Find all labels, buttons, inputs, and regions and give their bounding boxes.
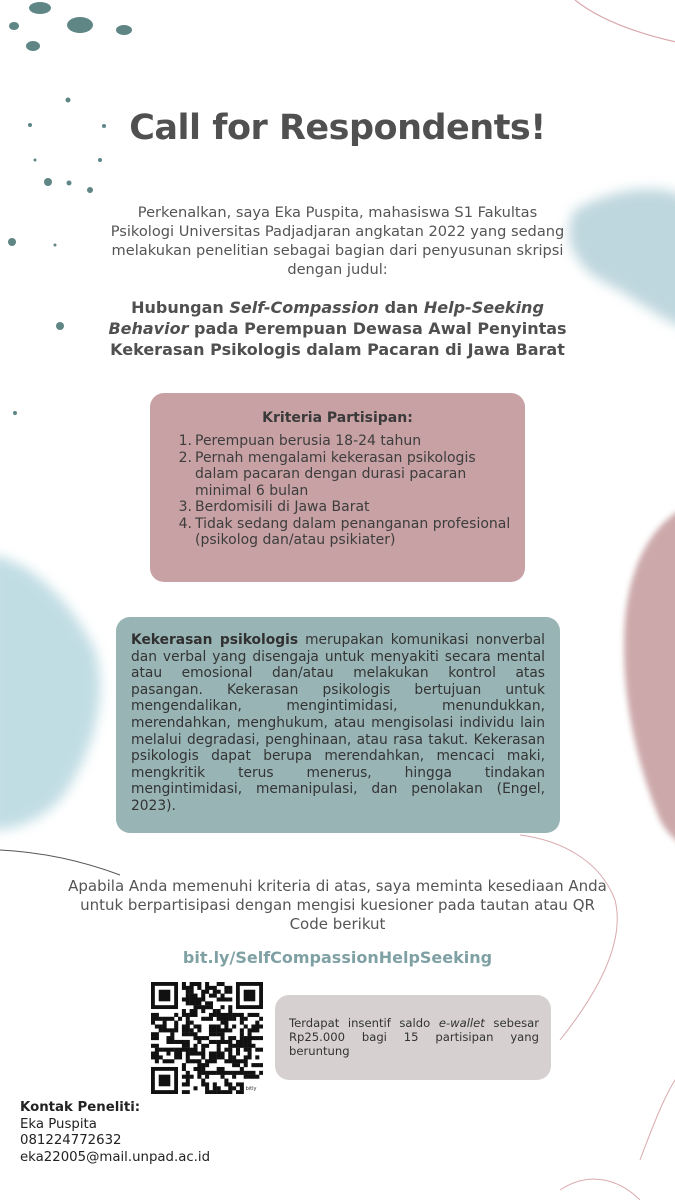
- incentive-ewallet: e-wallet: [438, 1016, 485, 1030]
- page-title: Call for Respondents!: [129, 108, 546, 148]
- definition-card: [116, 617, 560, 833]
- incentive-text: [289, 1016, 539, 1058]
- qr-brand-label: bitly: [245, 1086, 257, 1092]
- contact-name: Eka Puspita: [20, 1116, 97, 1132]
- criteria-card: [150, 393, 525, 582]
- qr-code-image: [151, 982, 263, 1094]
- incentive-part: sebesar Rp25.000 bagi 15 partisipan yang beruntung: [289, 1016, 540, 1058]
- criteria-item: [172, 516, 512, 549]
- criteria-number: 2.: [178, 449, 192, 466]
- criteria-item: [172, 433, 512, 450]
- criteria-item: [172, 450, 512, 500]
- contact-heading: Kontak Peneliti:: [20, 1100, 141, 1115]
- definition-body: merupakan komunikasi nonverbal dan verbal yang disengaja untuk menyakiti secara mental atau emosional dan/atau melakukan kontrol atas pasangan. Kekerasan psikologis bertujuan untuk mengendalikan, mengintimidasi, menundukkan, merendahkan, menghukum, atau mengisolasi individu lain melalui degradasi, penghinaan, atau rasa takut. Kekerasan psikologis dapat berupa merendahkan, mencaci maki, mengkritik terus menerus, hingga tindakan mengintimidasi, memanipulasi, dan penolakan (Engel, 2023).: [131, 632, 545, 814]
- criteria-text: Berdomisili di Jawa Barat: [195, 499, 370, 515]
- incentive-card: [275, 995, 551, 1080]
- thesis-part: pada Perempuan Dewasa Awal Penyintas Kekerasan Psikologis dalam Pacaran di Jawa Barat: [110, 319, 567, 359]
- criteria-number: 4.: [178, 515, 192, 532]
- contact-block: [20, 1100, 210, 1166]
- contact-phone[interactable]: 081224772632: [20, 1133, 122, 1148]
- thesis-part: dan: [379, 298, 424, 317]
- thesis-title: [90, 297, 585, 360]
- criteria-number: 3.: [178, 499, 192, 515]
- criteria-text: Tidak sedang dalam penanganan profesional (psikolog dan/atau psikiater): [195, 515, 511, 548]
- definition-text: [131, 632, 545, 815]
- thesis-part: Hubungan: [131, 298, 230, 317]
- thesis-term: Self-Compassion: [229, 298, 380, 317]
- criteria-text: Perempuan berusia 18-24 tahun: [195, 433, 422, 449]
- survey-link[interactable]: bit.ly/SelfCompassionHelpSeeking: [182, 948, 493, 967]
- qr-code[interactable]: [151, 982, 263, 1094]
- criteria-list: [172, 433, 512, 549]
- thesis-term: Help-Seeking Behavior: [108, 298, 544, 338]
- intro-paragraph: Perkenalkan, saya Eka Puspita, mahasiswa S1 Fakultas Psikologi Universitas Padjadjaran angkatan 2022 yang sedang melakukan penelitian sebagai bagian dari penyusunan skripsi dengan judul:: [110, 204, 565, 278]
- definition-term: Kekerasan psikologis: [131, 632, 299, 648]
- criteria-text: Pernah mengalami kekerasan psikologis dalam pacaran dengan durasi pacaran minimal 6 bulan: [195, 449, 476, 499]
- criteria-heading: Kriteria Partisipan:: [262, 410, 413, 426]
- incentive-part: Terdapat insentif saldo: [289, 1016, 439, 1030]
- criteria-number: 1.: [178, 433, 192, 449]
- criteria-item: [172, 499, 512, 516]
- participation-appeal: Apabila Anda memenuhi kriteria di atas, saya meminta kesediaan Anda untuk berpartisipasi dengan mengisi kuesioner pada tautan atau QR Code berikut: [68, 877, 607, 933]
- contact-email[interactable]: eka22005@mail.unpad.ac.id: [20, 1149, 211, 1165]
